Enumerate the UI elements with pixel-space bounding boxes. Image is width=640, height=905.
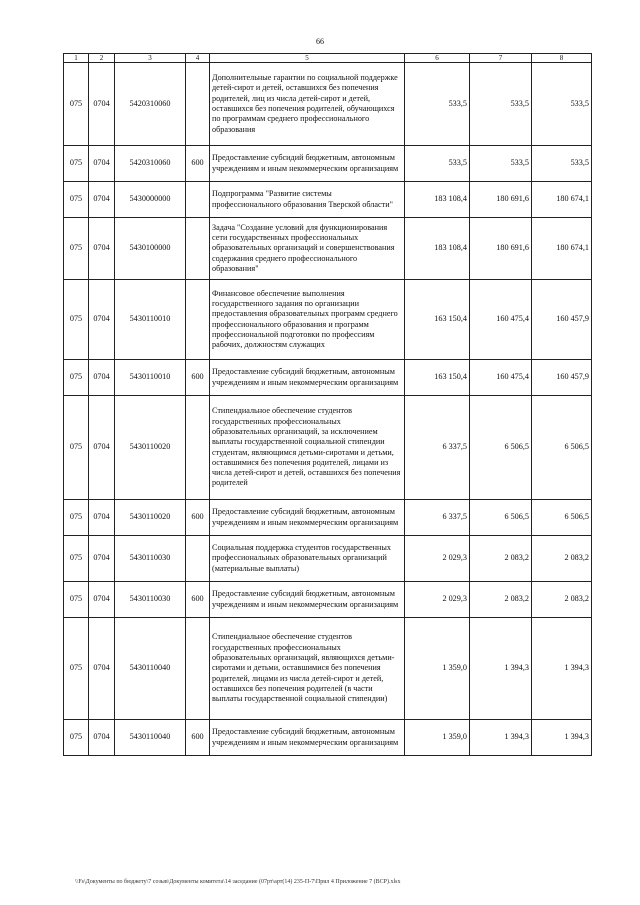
section-code-cell: 0704 bbox=[89, 618, 115, 720]
target-item-cell: 5430110030 bbox=[115, 536, 186, 582]
admin-code-cell: 075 bbox=[64, 618, 89, 720]
table-row bbox=[64, 218, 592, 280]
expense-type-cell bbox=[186, 218, 210, 280]
table-row bbox=[64, 582, 592, 618]
target-item-cell: 5430100000 bbox=[115, 218, 186, 280]
admin-code-cell: 075 bbox=[64, 536, 89, 582]
description-cell: Предоставление субсидий бюджетным, автономным учреждениям и иным некоммерческим организациям bbox=[210, 146, 405, 182]
target-item-cell: 5430110020 bbox=[115, 500, 186, 536]
amount-col6-cell: 183 108,4 bbox=[405, 218, 470, 280]
page-number: 66 bbox=[316, 37, 324, 46]
expense-type-cell bbox=[186, 63, 210, 146]
amount-col7-cell: 2 083,2 bbox=[470, 536, 532, 582]
expense-type-cell bbox=[186, 280, 210, 360]
section-code-cell: 0704 bbox=[89, 63, 115, 146]
amount-col7-cell: 160 475,4 bbox=[470, 280, 532, 360]
expense-type-cell: 600 bbox=[186, 500, 210, 536]
column-number: 1 bbox=[64, 54, 89, 63]
expense-type-cell bbox=[186, 182, 210, 218]
amount-col6-cell: 1 359,0 bbox=[405, 618, 470, 720]
section-code-cell: 0704 bbox=[89, 360, 115, 396]
expense-type-cell: 600 bbox=[186, 360, 210, 396]
amount-col8-cell: 180 674,1 bbox=[532, 182, 592, 218]
amount-col6-cell: 533,5 bbox=[405, 63, 470, 146]
amount-col6-cell: 1 359,0 bbox=[405, 720, 470, 756]
admin-code-cell: 075 bbox=[64, 720, 89, 756]
table-row bbox=[64, 396, 592, 500]
budget-table bbox=[63, 53, 592, 756]
section-code-cell: 0704 bbox=[89, 146, 115, 182]
amount-col8-cell: 6 506,5 bbox=[532, 500, 592, 536]
amount-col6-cell: 183 108,4 bbox=[405, 182, 470, 218]
amount-col6-cell: 163 150,4 bbox=[405, 280, 470, 360]
expense-type-cell: 600 bbox=[186, 582, 210, 618]
expense-type-cell bbox=[186, 536, 210, 582]
description-cell: Предоставление субсидий бюджетным, автономным учреждениям и иным некоммерческим организациям bbox=[210, 720, 405, 756]
amount-col8-cell: 6 506,5 bbox=[532, 396, 592, 500]
amount-col6-cell: 6 337,5 bbox=[405, 396, 470, 500]
amount-col7-cell: 2 083,2 bbox=[470, 582, 532, 618]
amount-col6-cell: 533,5 bbox=[405, 146, 470, 182]
amount-col6-cell: 6 337,5 bbox=[405, 500, 470, 536]
target-item-cell: 5420310060 bbox=[115, 146, 186, 182]
expense-type-cell: 600 bbox=[186, 720, 210, 756]
amount-col8-cell: 2 083,2 bbox=[532, 536, 592, 582]
column-number: 5 bbox=[210, 54, 405, 63]
amount-col8-cell: 1 394,3 bbox=[532, 720, 592, 756]
column-number: 2 bbox=[89, 54, 115, 63]
expense-type-cell: 600 bbox=[186, 146, 210, 182]
table-row bbox=[64, 618, 592, 720]
section-code-cell: 0704 bbox=[89, 218, 115, 280]
target-item-cell: 5430110030 bbox=[115, 582, 186, 618]
section-code-cell: 0704 bbox=[89, 500, 115, 536]
admin-code-cell: 075 bbox=[64, 360, 89, 396]
admin-code-cell: 075 bbox=[64, 280, 89, 360]
table-row bbox=[64, 182, 592, 218]
description-cell: Финансовое обеспечение выполнения государственного задания по организации предоставления образовательных программ среднего профессионального образования и программ профессиональной подготовки по профессиям рабочих, должностям служащих bbox=[210, 280, 405, 360]
amount-col6-cell: 2 029,3 bbox=[405, 536, 470, 582]
amount-col7-cell: 1 394,3 bbox=[470, 720, 532, 756]
column-number: 8 bbox=[532, 54, 592, 63]
target-item-cell: 5430110010 bbox=[115, 280, 186, 360]
amount-col8-cell: 2 083,2 bbox=[532, 582, 592, 618]
amount-col7-cell: 6 506,5 bbox=[470, 396, 532, 500]
target-item-cell: 5430110040 bbox=[115, 720, 186, 756]
description-cell: Подпрограмма "Развитие системы профессионального образования Тверской области" bbox=[210, 182, 405, 218]
description-cell: Предоставление субсидий бюджетным, автономным учреждениям и иным некоммерческим организациям bbox=[210, 582, 405, 618]
amount-col6-cell: 163 150,4 bbox=[405, 360, 470, 396]
column-number: 7 bbox=[470, 54, 532, 63]
admin-code-cell: 075 bbox=[64, 500, 89, 536]
column-number: 6 bbox=[405, 54, 470, 63]
amount-col8-cell: 1 394,3 bbox=[532, 618, 592, 720]
amount-col8-cell: 160 457,9 bbox=[532, 280, 592, 360]
target-item-cell: 5420310060 bbox=[115, 63, 186, 146]
target-item-cell: 5430110010 bbox=[115, 360, 186, 396]
target-item-cell: 5430110020 bbox=[115, 396, 186, 500]
amount-col7-cell: 180 691,6 bbox=[470, 182, 532, 218]
table-row bbox=[64, 720, 592, 756]
file-path-footer: \\Fs\Документы по бюджету\7 созыв\Документы комитета\14 заседание (07рт\арт(14) 235-П-7\Прил 4 Приложение 7 (ВСР).xlsx bbox=[75, 879, 401, 885]
amount-col7-cell: 533,5 bbox=[470, 63, 532, 146]
admin-code-cell: 075 bbox=[64, 218, 89, 280]
section-code-cell: 0704 bbox=[89, 182, 115, 218]
section-code-cell: 0704 bbox=[89, 720, 115, 756]
admin-code-cell: 075 bbox=[64, 182, 89, 218]
amount-col7-cell: 160 475,4 bbox=[470, 360, 532, 396]
amount-col8-cell: 180 674,1 bbox=[532, 218, 592, 280]
description-cell: Стипендиальное обеспечение студентов государственных профессиональных образовательных организаций, являющихся детьми-сиротами и детьми, оставшимися без попечения родителей, лицами из числа детей-сирот и детей, оставшихся без попечения родителей (в части выплаты государственной социальной стипендии) bbox=[210, 618, 405, 720]
section-code-cell: 0704 bbox=[89, 536, 115, 582]
admin-code-cell: 075 bbox=[64, 63, 89, 146]
amount-col6-cell: 2 029,3 bbox=[405, 582, 470, 618]
table-row bbox=[64, 360, 592, 396]
expense-type-cell bbox=[186, 618, 210, 720]
admin-code-cell: 075 bbox=[64, 582, 89, 618]
description-cell: Предоставление субсидий бюджетным, автономным учреждениям и иным некоммерческим организациям bbox=[210, 360, 405, 396]
amount-col7-cell: 180 691,6 bbox=[470, 218, 532, 280]
column-number: 4 bbox=[186, 54, 210, 63]
expense-type-cell bbox=[186, 396, 210, 500]
section-code-cell: 0704 bbox=[89, 396, 115, 500]
amount-col8-cell: 533,5 bbox=[532, 146, 592, 182]
table-row bbox=[64, 280, 592, 360]
target-item-cell: 5430110040 bbox=[115, 618, 186, 720]
description-cell: Социальная поддержка студентов государственных профессиональных образовательных организаций (материальные выплаты) bbox=[210, 536, 405, 582]
target-item-cell: 5430000000 bbox=[115, 182, 186, 218]
table-row bbox=[64, 536, 592, 582]
amount-col7-cell: 6 506,5 bbox=[470, 500, 532, 536]
amount-col8-cell: 533,5 bbox=[532, 63, 592, 146]
amount-col8-cell: 160 457,9 bbox=[532, 360, 592, 396]
description-cell: Задача "Создание условий для функционирования сети государственных профессиональных образовательных организаций и совершенствования содержания среднего профессионального образования" bbox=[210, 218, 405, 280]
admin-code-cell: 075 bbox=[64, 146, 89, 182]
table-row bbox=[64, 146, 592, 182]
column-number: 3 bbox=[115, 54, 186, 63]
description-cell: Предоставление субсидий бюджетным, автономным учреждениям и иным некоммерческим организациям bbox=[210, 500, 405, 536]
description-cell: Стипендиальное обеспечение студентов государственных профессиональных образовательных организаций, за исключением выплаты государственной социальной стипендии студентам, являющимся детьми-сиротами и детьми, оставшимися без попечения родителей, лицами из числа детей-сирот и детей, оставшихся без попечения родителей bbox=[210, 396, 405, 500]
amount-col7-cell: 1 394,3 bbox=[470, 618, 532, 720]
section-code-cell: 0704 bbox=[89, 280, 115, 360]
amount-col7-cell: 533,5 bbox=[470, 146, 532, 182]
description-cell: Дополнительные гарантии по социальной поддержке детей-сирот и детей, оставшихся без попечения родителей, лиц из числа детей-сирот и детей, оставшихся без попечения родителей, обучающихся по программам среднего профессионального образования bbox=[210, 63, 405, 146]
column-number-row bbox=[64, 54, 592, 63]
admin-code-cell: 075 bbox=[64, 396, 89, 500]
table-row bbox=[64, 63, 592, 146]
table-row bbox=[64, 500, 592, 536]
section-code-cell: 0704 bbox=[89, 582, 115, 618]
